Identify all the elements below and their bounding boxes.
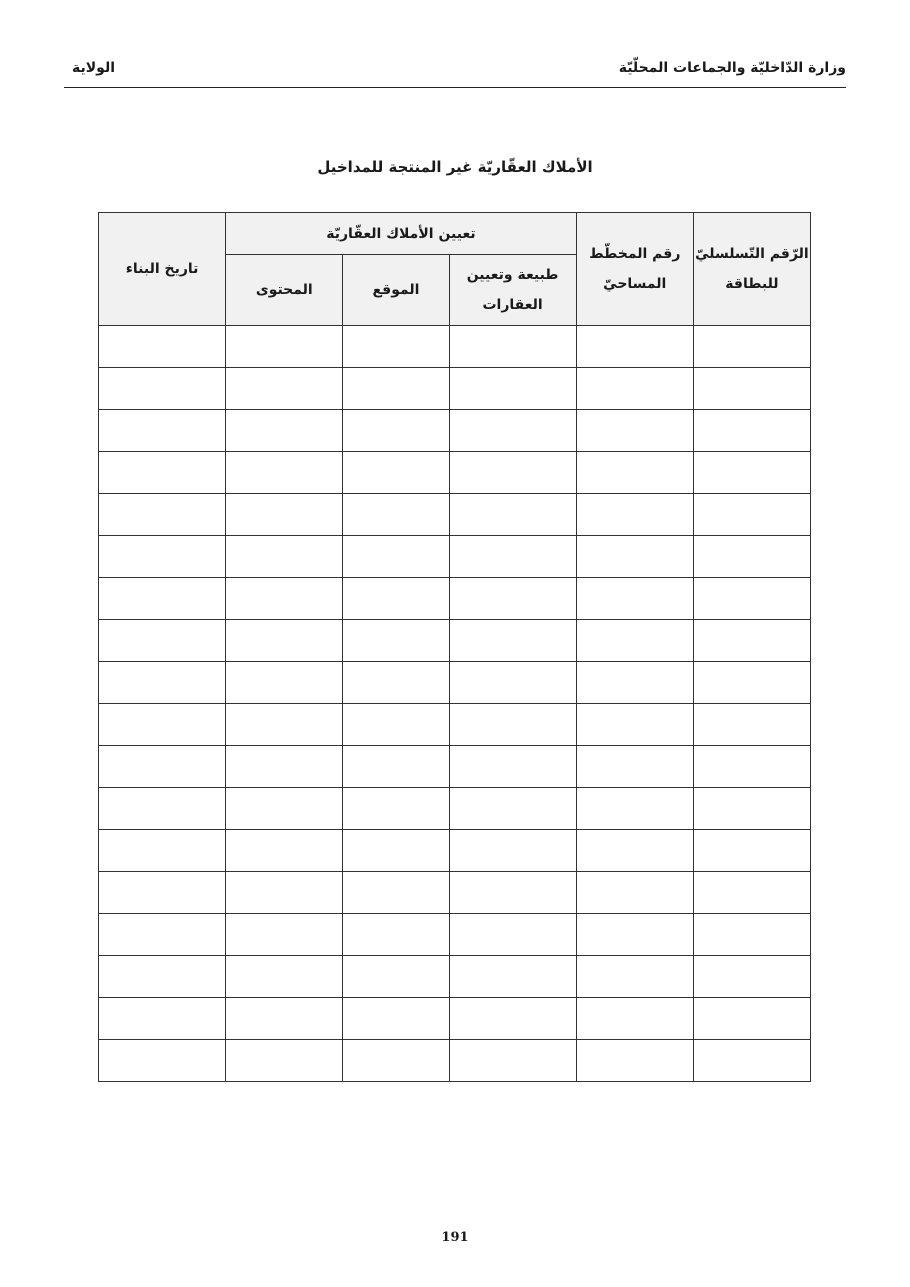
table-cell [343,746,449,788]
table-row [99,998,811,1040]
table-cell [576,326,693,368]
table-cell [576,872,693,914]
property-register-table [98,212,811,1082]
table-cell [693,620,810,662]
table-cell [449,410,576,452]
table-cell [343,452,449,494]
table-cell [99,872,226,914]
table-cell [343,410,449,452]
table-cell [99,452,226,494]
table-row [99,704,811,746]
col-header-survey-plan: رقم المخطّط المساحيّ [576,213,693,326]
table-cell [693,914,810,956]
table-cell [576,536,693,578]
table-cell [449,1040,576,1082]
table-cell [99,368,226,410]
table-cell [576,368,693,410]
table-cell [576,452,693,494]
table-row [99,1040,811,1082]
col-header-serial: الرّقم التّسلسليّ للبطاقة [693,213,810,326]
table-cell [99,956,226,998]
table-row [99,662,811,704]
table-cell [576,494,693,536]
table-cell [693,536,810,578]
table-cell [226,620,343,662]
table-cell [449,704,576,746]
table-cell [343,620,449,662]
table-cell [343,368,449,410]
table-cell [99,1040,226,1082]
col-header-nature: طبيعة وتعيين العقارات [449,255,576,326]
table-cell [693,998,810,1040]
table-cell [343,830,449,872]
table-cell [576,788,693,830]
table-cell [449,326,576,368]
table-cell [226,326,343,368]
table-cell [226,998,343,1040]
table-cell [576,662,693,704]
table-cell [226,536,343,578]
table-cell [693,368,810,410]
table-cell [343,578,449,620]
table-cell [693,662,810,704]
table-cell [99,746,226,788]
table-cell [449,788,576,830]
table-cell [226,410,343,452]
table-cell [226,494,343,536]
table-cell [693,1040,810,1082]
table-cell [343,536,449,578]
header-row-1 [99,213,811,255]
table-cell [576,410,693,452]
table-cell [449,956,576,998]
table-cell [99,578,226,620]
table-cell [343,1040,449,1082]
section-name: الولاية [72,60,116,76]
table-cell [576,830,693,872]
table-row [99,746,811,788]
table-row [99,578,811,620]
table-cell [226,452,343,494]
table-row [99,368,811,410]
table-cell [343,872,449,914]
table-cell [693,452,810,494]
table-cell [226,956,343,998]
ministry-name: وزارة الدّاخليّة والجماعات المحلّيّة [618,60,846,76]
table-row [99,914,811,956]
table-cell [343,494,449,536]
table-cell [693,746,810,788]
table-cell [99,536,226,578]
table-row [99,494,811,536]
table-row [99,452,811,494]
table-cell [226,578,343,620]
table-cell [693,578,810,620]
col-header-designation-group: تعيين الأملاك العقّاريّة [226,213,576,255]
table-cell [343,704,449,746]
table-cell [343,788,449,830]
table-cell [343,662,449,704]
table-cell [576,746,693,788]
table-cell [449,914,576,956]
table-cell [99,914,226,956]
table-cell [99,704,226,746]
table-cell [449,830,576,872]
table-cell [99,662,226,704]
table-cell [343,998,449,1040]
table-cell [693,326,810,368]
table-cell [449,494,576,536]
table-body [99,326,811,1082]
table-cell [226,368,343,410]
table-cell [576,704,693,746]
table-cell [693,704,810,746]
table-cell [576,914,693,956]
table-row [99,536,811,578]
table-cell [226,872,343,914]
table-cell [576,956,693,998]
table-cell [226,662,343,704]
table-cell [99,494,226,536]
table-cell [693,410,810,452]
table-cell [226,704,343,746]
table-cell [449,620,576,662]
table-row [99,620,811,662]
table-cell [226,1040,343,1082]
page-title: الأملاك العقّاريّة غير المنتجة للمداخيل [317,158,593,176]
table-row [99,956,811,998]
table-row [99,788,811,830]
table-cell [343,326,449,368]
table-cell [226,914,343,956]
table-cell [693,872,810,914]
table-cell [99,998,226,1040]
table-row [99,326,811,368]
table-row [99,830,811,872]
col-header-build-date: تاريخ البناء [99,213,226,326]
page-number: 191 [441,1230,469,1245]
table-cell [449,578,576,620]
table-cell [99,410,226,452]
table-cell [693,956,810,998]
table-cell [99,830,226,872]
table-cell [99,326,226,368]
table-cell [226,746,343,788]
table-cell [693,788,810,830]
running-header [64,56,846,88]
table-cell [449,536,576,578]
table-cell [576,1040,693,1082]
table-cell [576,998,693,1040]
table-row [99,872,811,914]
table-cell [449,746,576,788]
col-header-content: المحتوى [226,255,343,326]
table-cell [99,620,226,662]
table-cell [693,830,810,872]
table-cell [343,956,449,998]
table-cell [449,872,576,914]
table-cell [693,494,810,536]
col-header-location: الموقع [343,255,449,326]
table-cell [226,830,343,872]
table-cell [226,788,343,830]
table-cell [449,662,576,704]
table-cell [343,914,449,956]
table-cell [99,788,226,830]
table-cell [576,578,693,620]
table-cell [576,620,693,662]
table-cell [449,452,576,494]
table-cell [449,368,576,410]
table-cell [449,998,576,1040]
table-row [99,410,811,452]
